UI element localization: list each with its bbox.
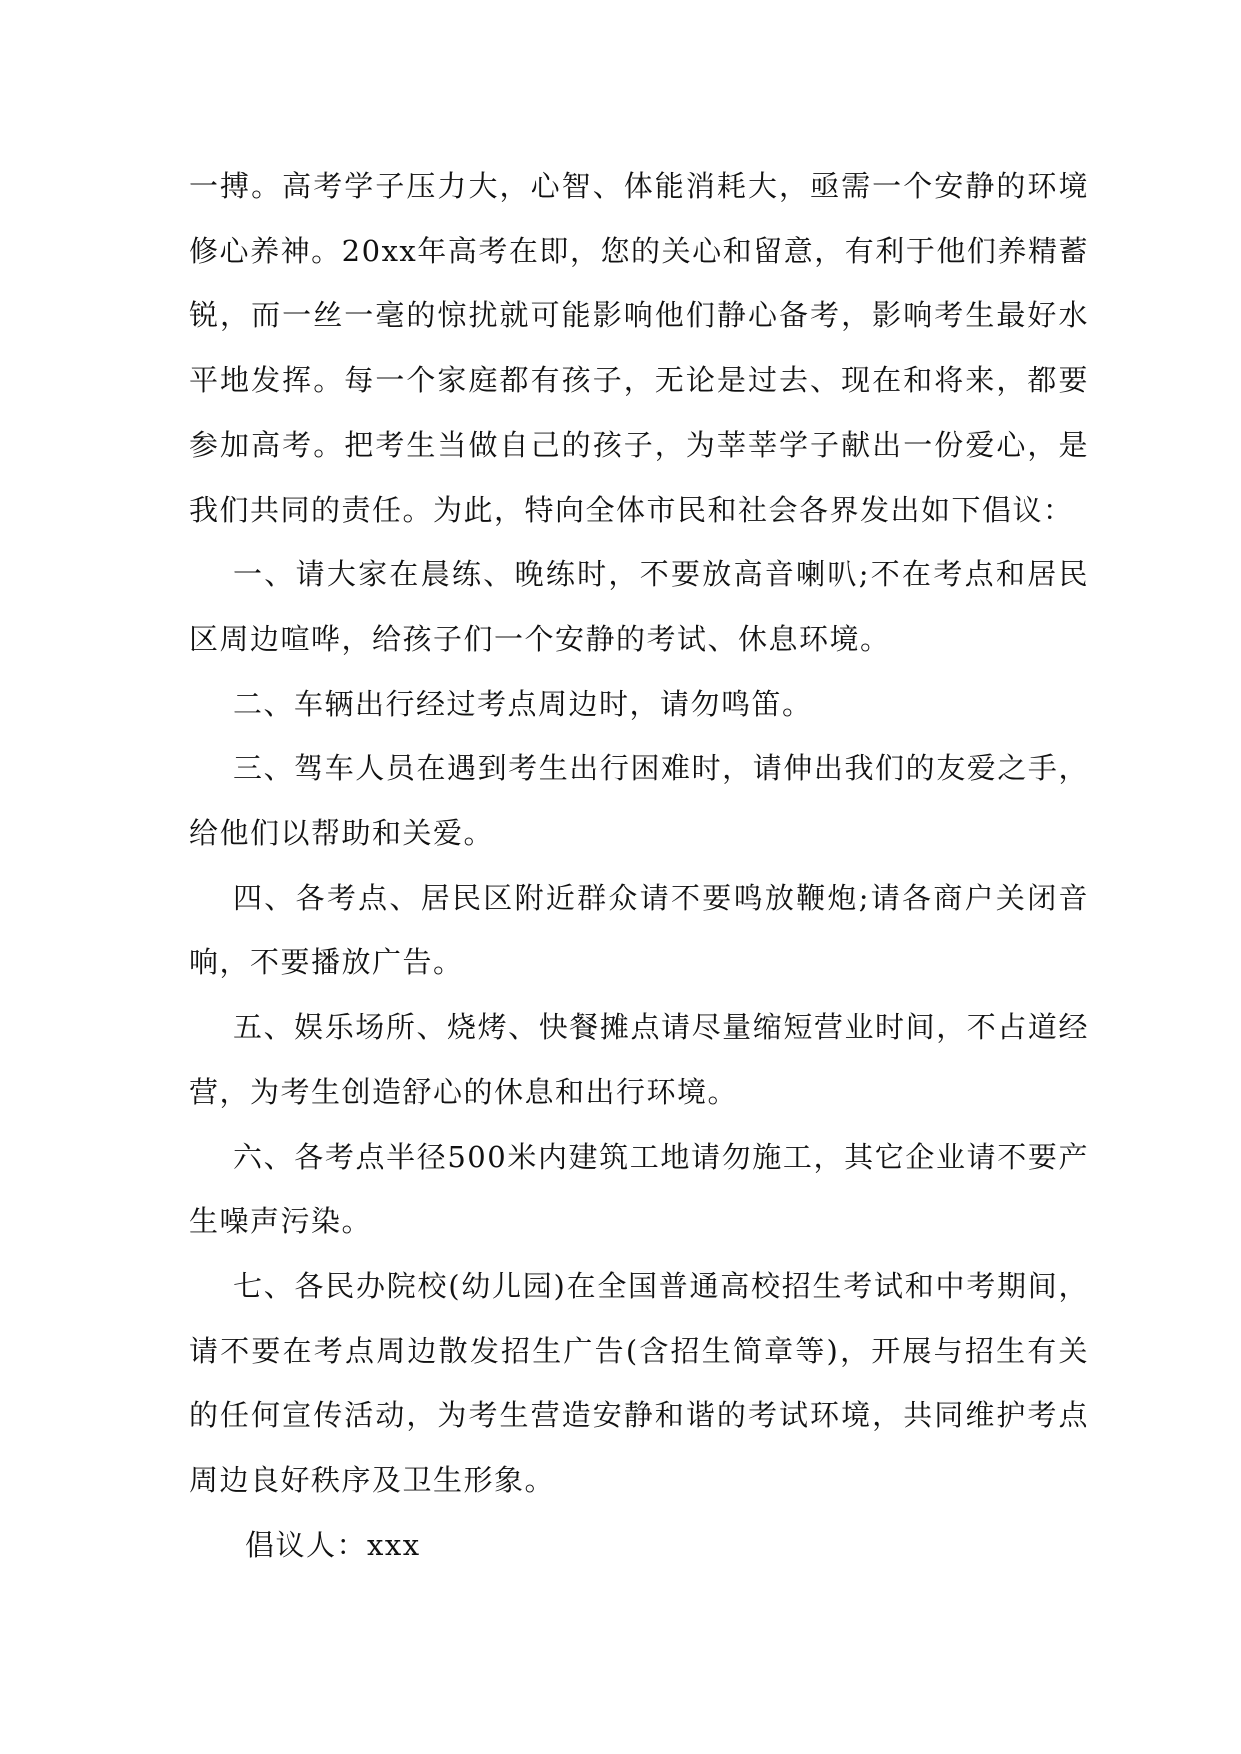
paragraph-item-2: 二、车辆出行经过考点周边时，请勿鸣笛。 <box>233 686 813 721</box>
paragraph-intro: 一搏。高考学子压力大，心智、体能消耗大，亟需一个安静的环境修心养神。20xx年高考在即，您的关心和留意，有利于他们养精蓄锐，而一丝一毫的惊扰就可能影响他们静心备考，影响考生最好水平地发挥。每一个家庭都有孩子，无论是过去、现在和将来，都要参加高考。把考生当做自己的孩子，为莘莘学子献出一份爱心，是我们共同的责任。为此，特向全体市民和社会各界发出如下倡议： <box>189 169 1089 527</box>
document-body <box>189 154 1089 1577</box>
paragraph-item-5: 五、娱乐场所、烧烤、快餐摊点请尽量缩短营业时间，不占道经营，为考生创造舒心的休息和出行环境。 <box>189 1010 1089 1109</box>
paragraph-item-3: 三、驾车人员在遇到考生出行困难时，请伸出我们的友爱之手，给他们以帮助和关爱。 <box>189 751 1089 851</box>
paragraph-item-6: 六、各考点半径500米内建筑工地请勿施工，其它企业请不要产生噪声污染。 <box>189 1139 1089 1239</box>
signature-line: 倡议人：xxx <box>245 1527 421 1562</box>
paragraph-item-7: 七、各民办院校(幼儿园)在全国普通高校招生考试和中考期间，请不要在考点周边散发招生广告(含招生简章等)，开展与招生有关的任何宣传活动，为考生营造安静和谐的考试环境，共同维护考点周边良好秩序及卫生形象。 <box>189 1268 1089 1498</box>
paragraph-item-4: 四、各考点、居民区附近群众请不要鸣放鞭炮;请各商户关闭音响，不要播放广告。 <box>189 880 1089 980</box>
paragraph-item-1: 一、请大家在晨练、晚练时，不要放高音喇叭;不在考点和居民区周边喧哗，给孩子们一个安静的考试、休息环境。 <box>189 557 1089 656</box>
